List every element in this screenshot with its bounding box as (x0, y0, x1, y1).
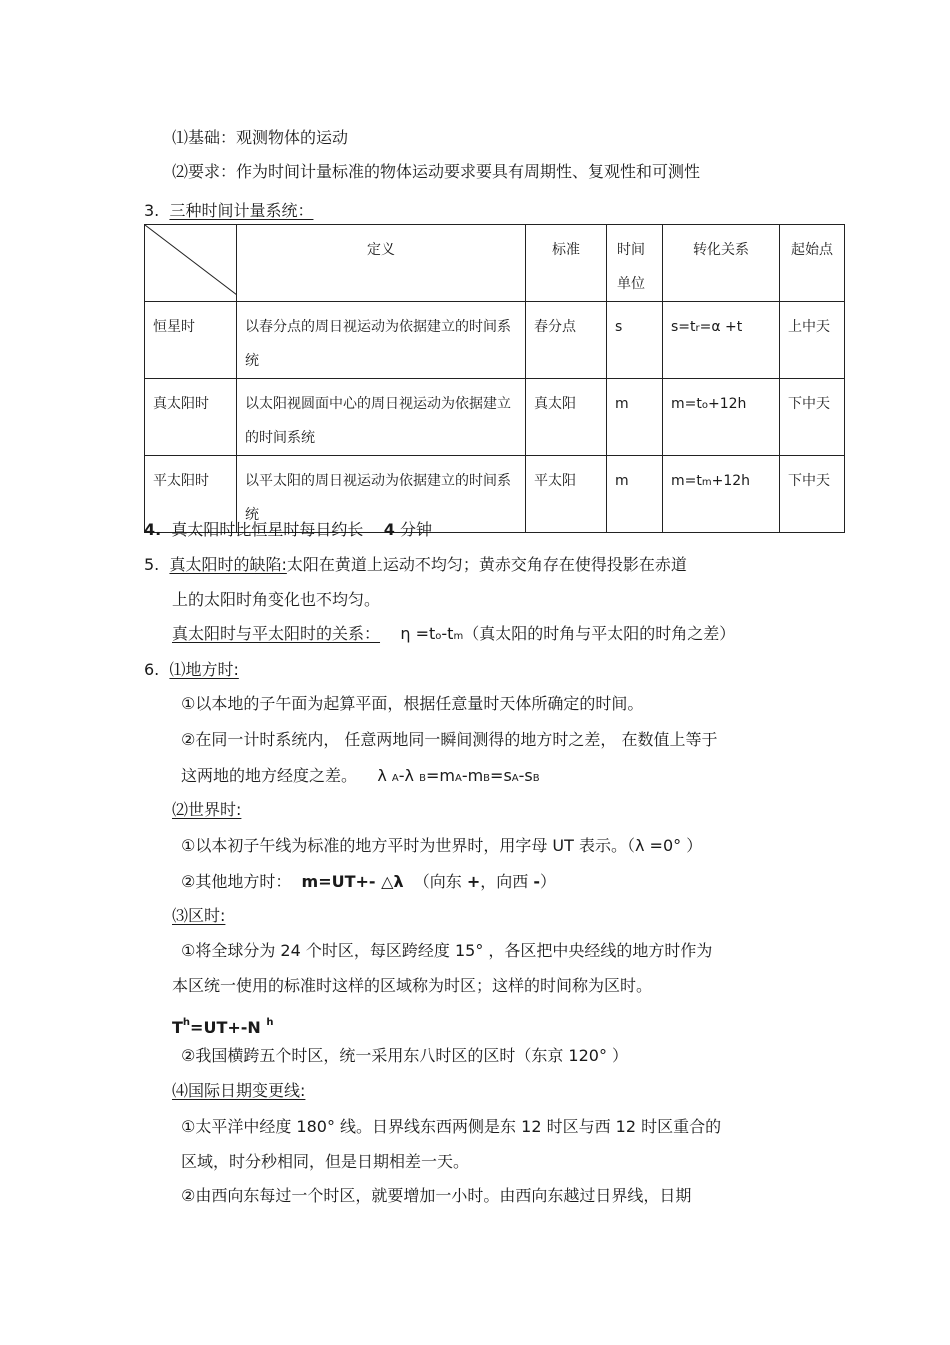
section-4-number: 4. (144, 520, 162, 539)
header-conversion: 转化关系 (663, 225, 780, 302)
world-time-item-1: ①以本初子午线为标准的地方平时为世界时，用字母 UT 表示。（λ =0° ） (181, 836, 703, 855)
diagonal-line (145, 225, 237, 295)
world-time-title: ⑵世界时: (172, 800, 242, 819)
relation-title: 真太阳时与平太阳时的关系： (172, 624, 381, 643)
row-name: 平太阳时 (145, 456, 237, 533)
row-definition: 以春分点的周日视运动为依据建立的时间系统 (237, 302, 526, 379)
header-start-point: 起始点 (780, 225, 845, 302)
row-name: 真太阳时 (145, 379, 237, 456)
world-time-formula: m=UT+- △λ (301, 872, 404, 891)
section-3-title: 三种时间计量系统： (169, 201, 314, 220)
date-line-title: ⑷国际日期变更线: (172, 1081, 306, 1100)
section-4-unit: 分钟 (399, 520, 432, 539)
section-3-heading (144, 200, 313, 222)
row-standard: 平太阳 (526, 456, 607, 533)
relation-note: （真太阳的时角与平太阳的时角之差） (463, 624, 736, 643)
table-corner-cell (145, 225, 237, 302)
section-5-line-1 (144, 554, 687, 576)
section-5-relation (172, 623, 735, 648)
row-unit: m (607, 379, 663, 456)
section-5-text-2: 上的太阳时角变化也不均匀。 (172, 590, 381, 609)
section-5-number: 5. (144, 555, 160, 574)
section-5-title: 真太阳时的缺陷: (169, 555, 287, 574)
zone-time-item-1-line-1: ①将全球分为 24 个时区，每区跨经度 15° ，各区把中央经线的地方时作为 (181, 941, 713, 960)
time-systems-table (144, 224, 845, 533)
row-start: 下中天 (780, 456, 845, 533)
local-time-item-2-line-2: 这两地的地方经度之差。 λ A-λ B=mA-mB=sA-sB (181, 766, 540, 785)
section-5-text-1: 太阳在黄道上运动不均匀；黄赤交角存在使得投影在赤道 (286, 555, 687, 574)
date-line-item-1-line-1: ①太平洋中经度 180° 线。日界线东西两侧是东 12 时区与西 12 时区重合的 (181, 1117, 722, 1136)
row-start: 上中天 (780, 302, 845, 379)
local-time-formula: λ A-λ B=mA-mB=sA-sB (377, 766, 540, 785)
date-line-item-2: ②由西向东每过一个时区，就要增加一小时。由西向东越过日界线，日期 (181, 1186, 692, 1205)
header-definition: 定义 (237, 225, 526, 302)
section-4-value: 4 (383, 520, 395, 539)
row-conversion: m=to+12h (663, 379, 780, 456)
table-row (145, 302, 845, 379)
row-name: 恒星时 (145, 302, 237, 379)
intro-item-2: ⑵要求：作为时间计量标准的物体运动要求要具有周期性、复观性和可测性 (172, 162, 701, 181)
world-time-item-2: ②其他地方时： m=UT+- △λ （向东 +，向西 -） (181, 872, 557, 891)
relation-formula: η =to-tm (400, 624, 464, 643)
table-header-row (145, 225, 845, 302)
row-conversion: m=tm+12h (663, 456, 780, 533)
row-definition: 以平太阳的周日视运动为依据建立的时间系统 (237, 456, 526, 533)
row-standard: 春分点 (526, 302, 607, 379)
row-definition: 以太阳视圆面中心的周日视运动为依据建立的时间系统 (237, 379, 526, 456)
section-3-number: 3. (144, 201, 160, 220)
local-time-item-2-line-1: ②在同一计时系统内， 任意两地同一瞬间测得的地方时之差， 在数值上等于 (181, 730, 718, 749)
zone-time-title: ⑶区时: (172, 906, 226, 925)
row-start: 下中天 (780, 379, 845, 456)
row-unit: s (607, 302, 663, 379)
table-row (145, 379, 845, 456)
date-line-item-1-line-2: 区域，时分秒相同，但是日期相差一天。 (181, 1152, 470, 1171)
section-4-text: 真太阳时比恒星时每日约长 (171, 520, 364, 539)
header-time-unit: 时间单位 (607, 225, 663, 302)
intro-item-1: ⑴基础：观测物体的运动 (172, 128, 349, 147)
zone-time-item-2: ②我国横跨五个时区，统一采用东八时区的区时（东京 120° ） (181, 1046, 629, 1065)
row-conversion: s=tr=α +t (663, 302, 780, 379)
zone-time-formula: $T^h=UT+-N$ $^h$ (172, 1017, 274, 1037)
zone-time-item-1-line-2: 本区统一使用的标准时这样的区域称为时区；这样的时间称为区时。 (172, 976, 653, 995)
local-time-item-1: ①以本地的子午面为起算平面，根据任意量时天体所确定的时间。 (181, 694, 644, 713)
row-unit: m (607, 456, 663, 533)
section-6-number: 6. (144, 660, 160, 679)
section-4 (144, 519, 432, 541)
local-time-title: ⑴地方时: (169, 660, 239, 679)
row-standard: 真太阳 (526, 379, 607, 456)
section-6-heading (144, 659, 239, 681)
header-standard: 标准 (526, 225, 607, 302)
